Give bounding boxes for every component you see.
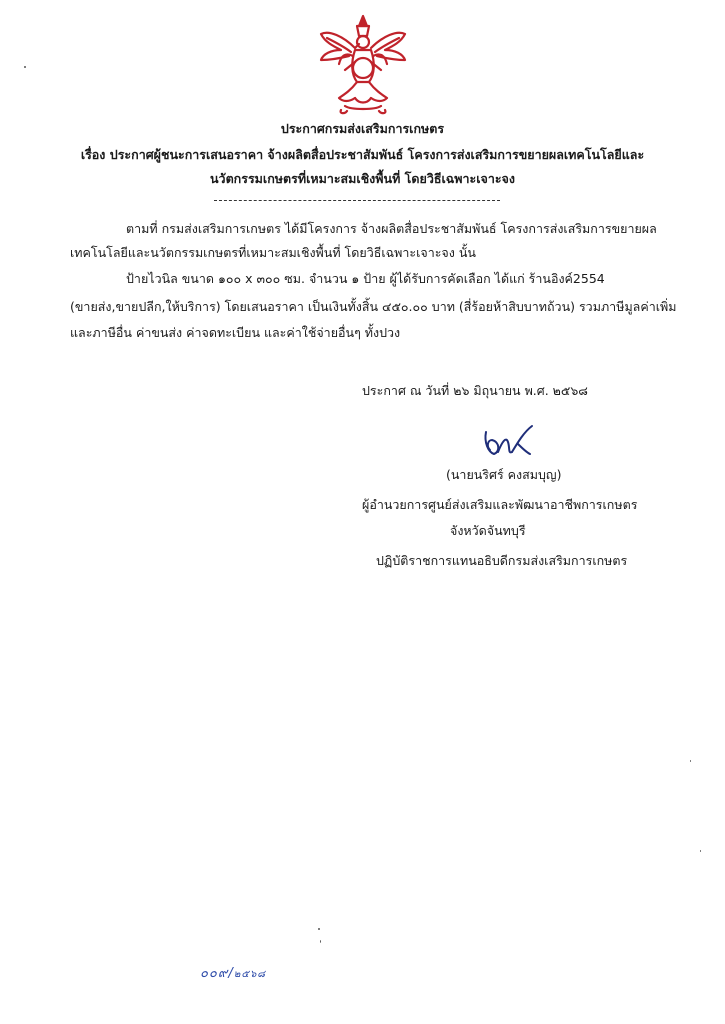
paragraph-1-line-2: เทคโนโลยีและนวัตกรรมเกษตรที่เหมาะสมเชิงพื้นที่ โดยวิธีเฉพาะเจาะจง นั้น xyxy=(70,245,476,260)
subject-line-2: นวัตกรรมเกษตรที่เหมาะสมเชิงพื้นที่ โดยวิธีเฉพาะเจาะจง xyxy=(210,171,515,186)
paragraph-2-line-1: ป้ายไวนิล ขนาด ๑๐๐ x ๓๐๐ ซม. จำนวน ๑ ป้าย ผู้ได้รับการคัดเลือก ได้แก่ ร้านอิงค์2554 xyxy=(126,271,605,286)
scan-speck xyxy=(318,928,320,930)
handwritten-slash: / xyxy=(228,966,234,981)
signatory-position-2: จังหวัดจันทบุรี xyxy=(450,523,526,538)
subject-line-1: เรื่อง ประกาศผู้ชนะการเสนอราคา จ้างผลิตสื่อประชาสัมพันธ์ โครงการส่งเสริมการขยายผลเทคโนโลยีและ xyxy=(80,147,645,162)
handwritten-registration-note xyxy=(200,962,266,983)
handwritten-year: ๒๕๖๘ xyxy=(233,969,267,980)
garuda-emblem-icon xyxy=(315,12,411,116)
paragraph-1-line-1: ตามที่ กรมส่งเสริมการเกษตร ได้มีโครงการ จ้างผลิตสื่อประชาสัมพันธ์ โครงการส่งเสริมการขยายผล xyxy=(126,221,657,236)
separator-line xyxy=(214,200,500,201)
scan-speck xyxy=(690,760,691,762)
scan-speck xyxy=(320,940,321,943)
agency-title: ประกาศกรมส่งเสริมการเกษตร xyxy=(280,121,445,136)
handwritten-number: ๐๐๙ xyxy=(200,966,229,981)
announcement-date: ประกาศ ณ วันที่ ๒๖ มิถุนายน พ.ศ. ๒๕๖๘ xyxy=(362,383,588,398)
signatory-position-3: ปฏิบัติราชการแทนอธิบดีกรมส่งเสริมการเกษตร xyxy=(376,553,628,568)
paragraph-2-line-3: และภาษีอื่น ค่าขนส่ง ค่าจดทะเบียน และค่าใช้จ่ายอื่นๆ ทั้งปวง xyxy=(70,325,401,340)
signatory-name: (นายนริศร์ คงสมบุญ) xyxy=(446,467,562,482)
paragraph-2-line-2: (ขายส่ง,ขายปลีก,ให้บริการ) โดยเสนอราคา เป็นเงินทั้งสิ้น ๔๕๐.๐๐ บาท (สี่ร้อยห้าสิบบาทถ้วน) รวมภาษีมูลค่าเพิ่ม xyxy=(70,299,677,314)
scan-speck xyxy=(700,850,701,852)
signatory-position-1: ผู้อำนวยการศูนย์ส่งเสริมและพัฒนาอาชีพการเกษตร xyxy=(362,497,638,512)
handwritten-signature xyxy=(478,422,538,462)
scan-speck xyxy=(24,66,26,68)
